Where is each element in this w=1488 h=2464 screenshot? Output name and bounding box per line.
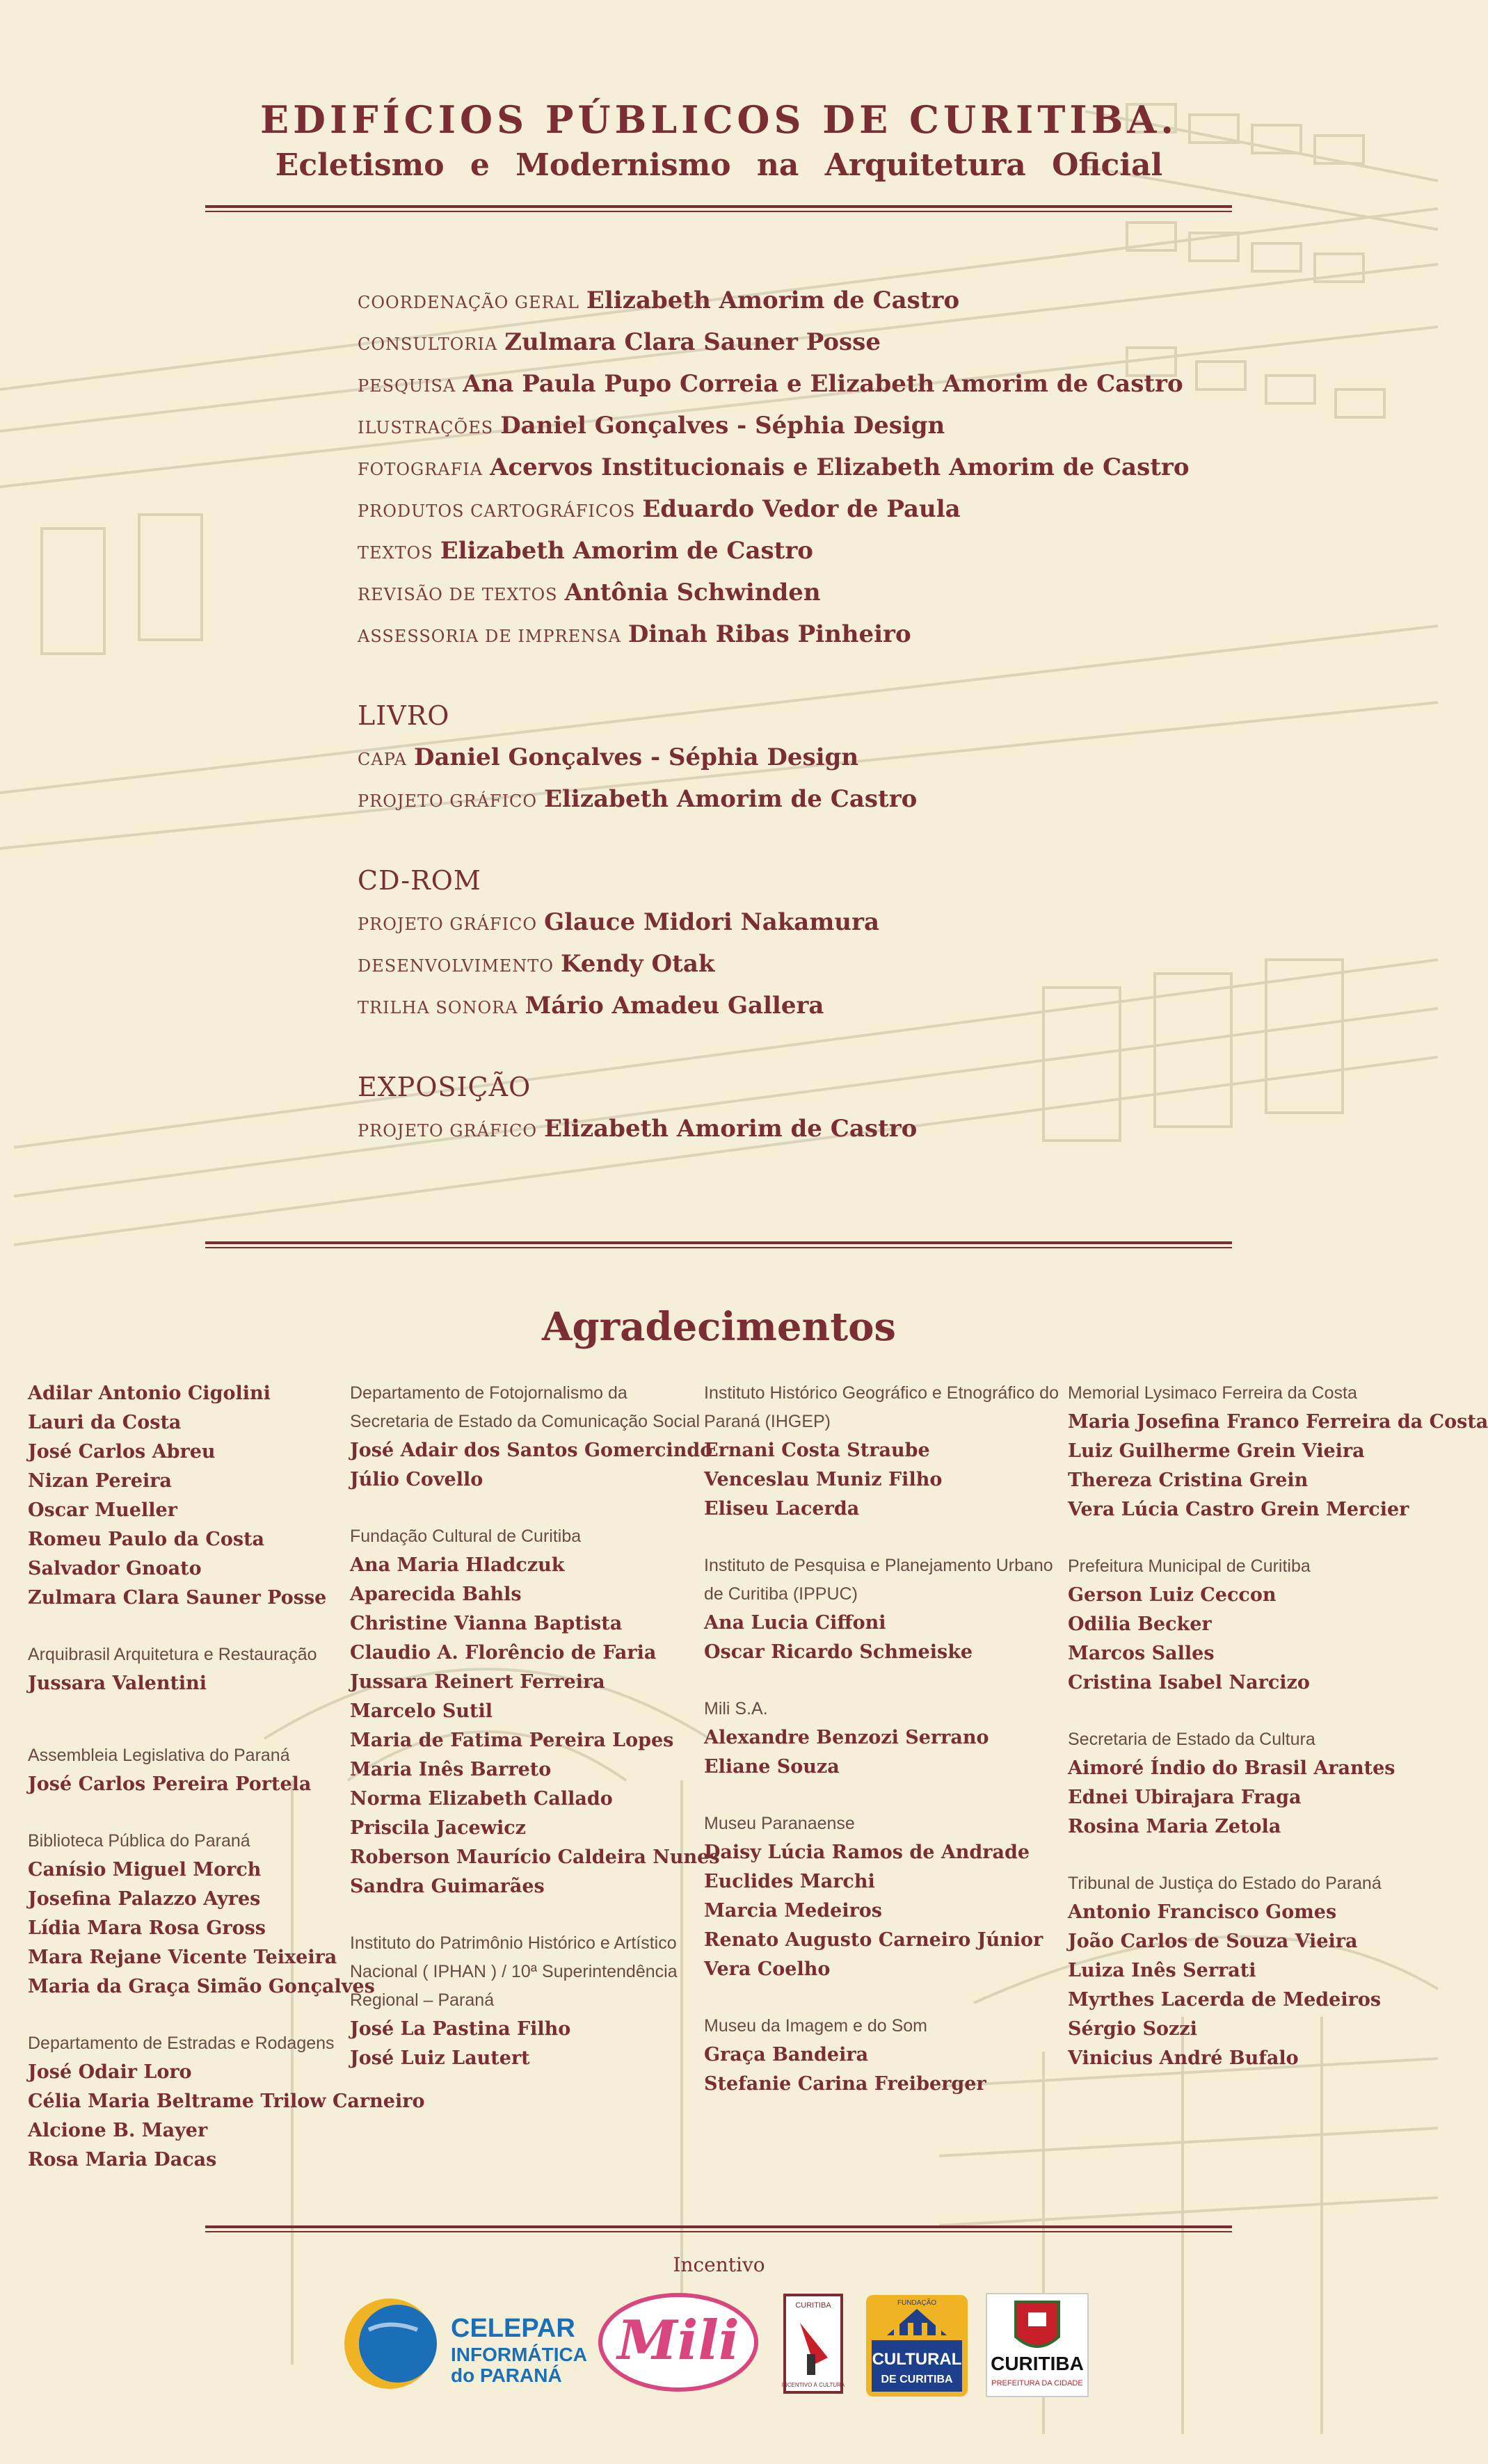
ack-name: Maria Inês Barreto bbox=[350, 1759, 552, 1780]
credit-label: FOTOGRAFIA bbox=[358, 460, 483, 479]
ack-institution: Arquibrasil Arquitetura e Restauração bbox=[28, 1645, 317, 1664]
ack-name: Aimoré Índio do Brasil Arantes bbox=[1068, 1757, 1395, 1779]
ack-institution: Museu da Imagem e do Som bbox=[704, 2016, 927, 2036]
incentivo-label: Incentivo bbox=[673, 2253, 765, 2276]
ack-name: Maria Josefina Franco Ferreira da Costa bbox=[1068, 1411, 1488, 1433]
page-title: EDIFÍCIOS PÚBLICOS DE CURITIBA. bbox=[259, 97, 1178, 142]
ack-institution: Museu Paranaense bbox=[704, 1814, 855, 1833]
ack-column-4 bbox=[1068, 1379, 1488, 2073]
ack-name: Stefanie Carina Freiberger bbox=[704, 2073, 986, 2095]
acknowledgements-title: Agradecimentos bbox=[542, 1304, 896, 1350]
ack-name: Euclides Marchi bbox=[704, 1871, 875, 1892]
section-heading-exposicao: EXPOSIÇÃO bbox=[358, 1072, 531, 1102]
incentivo-top: CURITIBA bbox=[795, 2301, 831, 2310]
credit-label: PRODUTOS CARTOGRÁFICOS bbox=[358, 501, 636, 521]
credit-line bbox=[358, 321, 1262, 363]
ack-name: José Carlos Abreu bbox=[28, 1441, 216, 1463]
ack-name: Luiz Guilherme Grein Vieira bbox=[1068, 1440, 1365, 1462]
credit-label: CAPA bbox=[358, 750, 407, 769]
fundacao-cultural-logo bbox=[866, 2295, 968, 2397]
credit-name: Glauce Midori Nakamura bbox=[544, 908, 879, 936]
credit-line bbox=[358, 736, 1262, 778]
ack-name: Antonio Francisco Gomes bbox=[1068, 1901, 1337, 1923]
ack-column-2 bbox=[350, 1379, 720, 2073]
ack-name: Alcione B. Mayer bbox=[28, 2120, 208, 2141]
ack-name: Oscar Ricardo Schmeiske bbox=[704, 1641, 973, 1663]
ack-name: Ednei Ubirajara Fraga bbox=[1068, 1787, 1302, 1808]
ack-institution: de Curitiba (IPPUC) bbox=[704, 1584, 858, 1604]
incentivo-cultura-logo bbox=[782, 2295, 845, 2392]
ack-institution: Assembleia Legislativa do Paraná bbox=[28, 1746, 290, 1765]
ack-name: José Adair dos Santos Gomercindo bbox=[350, 1440, 713, 1461]
credit-line bbox=[358, 363, 1262, 405]
curitiba-text: CURITIBA bbox=[991, 2353, 1084, 2374]
ack-name: Alexandre Benzozi Serrano bbox=[704, 1727, 989, 1748]
ack-name: Aparecida Bahls bbox=[350, 1584, 522, 1605]
credit-name: Elizabeth Amorim de Castro bbox=[544, 785, 918, 813]
ack-name: Marcelo Sutil bbox=[350, 1700, 493, 1722]
ack-institution: Regional – Paraná bbox=[350, 1990, 495, 2010]
ack-institution: Prefeitura Municipal de Curitiba bbox=[1068, 1556, 1311, 1576]
ack-name: Romeu Paulo da Costa bbox=[28, 1529, 265, 1550]
ack-name: José Carlos Pereira Portela bbox=[28, 1773, 312, 1795]
curitiba-prefeitura-logo bbox=[986, 2294, 1088, 2397]
ack-name: Ana Lucia Ciffoni bbox=[704, 1612, 886, 1634]
credit-label: COORDENAÇÃO GERAL bbox=[358, 293, 579, 312]
credit-name: Mário Amadeu Gallera bbox=[525, 992, 824, 1020]
divider bbox=[205, 1241, 1232, 1248]
ack-name: Myrthes Lacerda de Medeiros bbox=[1068, 1989, 1382, 2011]
credit-label: DESENVOLVIMENTO bbox=[358, 956, 554, 976]
ack-name: Gerson Luiz Ceccon bbox=[1068, 1584, 1277, 1606]
ack-name: Jussara Valentini bbox=[28, 1673, 207, 1694]
ack-institution: Biblioteca Pública do Paraná bbox=[28, 1831, 250, 1851]
credit-line bbox=[358, 613, 1262, 655]
credit-name: Antônia Schwinden bbox=[564, 579, 821, 606]
ack-name: Sandra Guimarães bbox=[350, 1876, 545, 1897]
divider bbox=[205, 205, 1232, 212]
credit-label: PROJETO GRÁFICO bbox=[358, 1121, 538, 1141]
ack-institution: Departamento de Fotojornalismo da bbox=[350, 1383, 627, 1403]
ack-institution: Tribunal de Justiça do Estado do Paraná bbox=[1068, 1874, 1382, 1893]
credit-label: PESQUISA bbox=[358, 376, 456, 396]
ack-name: Júlio Covello bbox=[350, 1469, 483, 1490]
credit-line bbox=[358, 530, 1262, 572]
credit-name: Daniel Gonçalves - Séphia Design bbox=[500, 412, 945, 440]
ack-name: Zulmara Clara Sauner Posse bbox=[28, 1587, 327, 1609]
ack-column-3 bbox=[704, 1379, 1059, 2099]
ack-institution: Paraná (IHGEP) bbox=[704, 1412, 831, 1431]
credit-name: Eduardo Vedor de Paula bbox=[642, 495, 961, 523]
ack-name: Vera Lúcia Castro Grein Mercier bbox=[1068, 1499, 1409, 1520]
divider bbox=[205, 2225, 1232, 2232]
ack-name: Lídia Mara Rosa Gross bbox=[28, 1917, 266, 1939]
ack-name: Canísio Miguel Morch bbox=[28, 1859, 262, 1881]
ack-institution: Instituto Histórico Geográfico e Etnográfico do bbox=[704, 1383, 1059, 1403]
credit-name: Elizabeth Amorim de Castro bbox=[544, 1115, 918, 1143]
ack-institution: Secretaria de Estado da Cultura bbox=[1068, 1730, 1315, 1749]
fundacao-line1: CULTURAL bbox=[872, 2350, 962, 2369]
ack-name: Maria da Graça Simão Gonçalves bbox=[28, 1976, 375, 1997]
ack-name: Adilar Antonio Cigolini bbox=[28, 1383, 271, 1404]
ack-name: Sérgio Sozzi bbox=[1068, 2018, 1197, 2040]
celepar-line1: CELEPAR bbox=[451, 2314, 575, 2343]
ack-name: Maria de Fatima Pereira Lopes bbox=[350, 1730, 674, 1751]
incentivo-bottom: INCENTIVO À CULTURA bbox=[781, 2382, 845, 2388]
ack-name: Cristina Isabel Narcizo bbox=[1068, 1672, 1310, 1693]
section-heading-livro: LIVRO bbox=[358, 700, 450, 731]
credit-line bbox=[358, 943, 1262, 985]
credit-label: PROJETO GRÁFICO bbox=[358, 915, 538, 934]
celepar-line2: INFORMÁTICA bbox=[451, 2344, 587, 2365]
section-heading-cdrom: CD-ROM bbox=[358, 865, 481, 896]
credit-line bbox=[358, 280, 1262, 321]
credits-block bbox=[358, 280, 1262, 1150]
ack-name: Salvador Gnoato bbox=[28, 1558, 202, 1579]
ack-name: Oscar Mueller bbox=[28, 1499, 177, 1521]
ack-name: João Carlos de Souza Vieira bbox=[1068, 1931, 1358, 1952]
credit-name: Elizabeth Amorim de Castro bbox=[440, 537, 813, 565]
mili-logo bbox=[600, 2295, 756, 2390]
credit-label: CONSULTORIA bbox=[358, 335, 498, 354]
celepar-line3: do PARANÁ bbox=[451, 2365, 562, 2386]
credit-line bbox=[358, 446, 1262, 488]
ack-name: Vinicius André Bufalo bbox=[1068, 2047, 1299, 2069]
credit-line bbox=[358, 778, 1262, 820]
credit-label: REVISÃO DE TEXTOS bbox=[358, 585, 558, 604]
ack-name: Ana Maria Hladczuk bbox=[350, 1554, 565, 1576]
fundacao-vertical: FUNDAÇÃO bbox=[897, 2299, 937, 2307]
credit-name: Elizabeth Amorim de Castro bbox=[586, 287, 960, 314]
credit-label: TRILHA SONORA bbox=[358, 998, 518, 1017]
credit-label: ILUSTRAÇÕES bbox=[358, 418, 494, 437]
credit-label: PROJETO GRÁFICO bbox=[358, 791, 538, 811]
ack-name: Rosina Maria Zetola bbox=[1068, 1816, 1281, 1837]
ack-institution: Instituto do Patrimônio Histórico e Artístico bbox=[350, 1933, 677, 1953]
ack-name: Marcia Medeiros bbox=[704, 1900, 883, 1922]
ack-institution: Memorial Lysimaco Ferreira da Costa bbox=[1068, 1383, 1357, 1403]
ack-name: Venceslau Muniz Filho bbox=[704, 1469, 943, 1490]
ack-institution: Mili S.A. bbox=[704, 1699, 768, 1718]
credit-name: Ana Paula Pupo Correia e Elizabeth Amorim de Castro bbox=[463, 370, 1183, 398]
celepar-logo bbox=[344, 2298, 587, 2389]
ack-name: Roberson Maurício Caldeira Nunes bbox=[350, 1846, 720, 1868]
credit-line bbox=[358, 985, 1262, 1026]
credit-label: ASSESSORIA DE IMPRENSA bbox=[358, 627, 621, 646]
ack-name: Eliane Souza bbox=[704, 1756, 840, 1778]
ack-name: Priscila Jacewicz bbox=[350, 1817, 526, 1839]
ack-name: Lauri da Costa bbox=[28, 1412, 182, 1433]
ack-name: Christine Vianna Baptista bbox=[350, 1613, 623, 1634]
credit-name: Dinah Ribas Pinheiro bbox=[627, 620, 911, 648]
credit-line bbox=[358, 1108, 1262, 1150]
ack-name: Mara Rejane Vicente Teixeira bbox=[28, 1947, 337, 1968]
curitiba-sub: PREFEITURA DA CIDADE bbox=[991, 2379, 1083, 2387]
ack-institution: Secretaria de Estado da Comunicação Social bbox=[350, 1412, 701, 1431]
ack-institution: Fundação Cultural de Curitiba bbox=[350, 1527, 582, 1546]
ack-name: Renato Augusto Carneiro Júnior bbox=[704, 1929, 1043, 1951]
credit-name: Acervos Institucionais e Elizabeth Amorim de Castro bbox=[490, 453, 1190, 481]
ack-institution: Departamento de Estradas e Rodagens bbox=[28, 2034, 335, 2053]
sponsor-logos bbox=[0, 2281, 1438, 2399]
ack-name: José Luiz Lautert bbox=[350, 2047, 530, 2069]
ack-name: Nizan Pereira bbox=[28, 1470, 172, 1492]
credit-line bbox=[358, 901, 1262, 943]
credit-line bbox=[358, 488, 1262, 530]
ack-name: Célia Maria Beltrame Trilow Carneiro bbox=[28, 2091, 425, 2112]
ack-name: Daisy Lúcia Ramos de Andrade bbox=[704, 1842, 1030, 1863]
page-subtitle: Ecletismo e Modernismo na Arquitetura Oficial bbox=[275, 147, 1163, 183]
ack-name: Graça Bandeira bbox=[704, 2044, 869, 2066]
credit-name: Kendy Otak bbox=[561, 950, 715, 978]
ack-name: Odilia Becker bbox=[1068, 1613, 1212, 1635]
ack-name: Luiza Inês Serrati bbox=[1068, 1960, 1256, 1981]
ack-name: Ernani Costa Straube bbox=[704, 1440, 930, 1461]
mili-text: Mili bbox=[617, 2309, 739, 2372]
credit-label: TEXTOS bbox=[358, 543, 433, 563]
ack-name: José Odair Loro bbox=[28, 2061, 192, 2083]
ack-name: Rosa Maria Dacas bbox=[28, 2149, 217, 2171]
fundacao-line2: DE CURITIBA bbox=[881, 2374, 953, 2385]
ack-name: Claudio A. Florêncio de Faria bbox=[350, 1642, 657, 1664]
ack-name: Josefina Palazzo Ayres bbox=[28, 1888, 261, 1910]
ack-name: Marcos Salles bbox=[1068, 1643, 1215, 1664]
credit-line bbox=[358, 405, 1262, 446]
credit-name: Daniel Gonçalves - Séphia Design bbox=[413, 743, 859, 771]
credit-line bbox=[358, 572, 1262, 613]
ack-institution: Instituto de Pesquisa e Planejamento Urbano bbox=[704, 1556, 1053, 1575]
ack-name: Eliseu Lacerda bbox=[704, 1498, 860, 1520]
ack-name: Thereza Cristina Grein bbox=[1068, 1469, 1309, 1491]
credit-name: Zulmara Clara Sauner Posse bbox=[504, 328, 881, 356]
ack-name: Norma Elizabeth Callado bbox=[350, 1788, 613, 1810]
ack-institution: Nacional ( IPHAN ) / 10ª Superintendência bbox=[350, 1962, 678, 1981]
ack-name: José La Pastina Filho bbox=[350, 2018, 571, 2040]
ack-name: Jussara Reinert Ferreira bbox=[350, 1671, 605, 1693]
ack-name: Vera Coelho bbox=[704, 1958, 831, 1980]
